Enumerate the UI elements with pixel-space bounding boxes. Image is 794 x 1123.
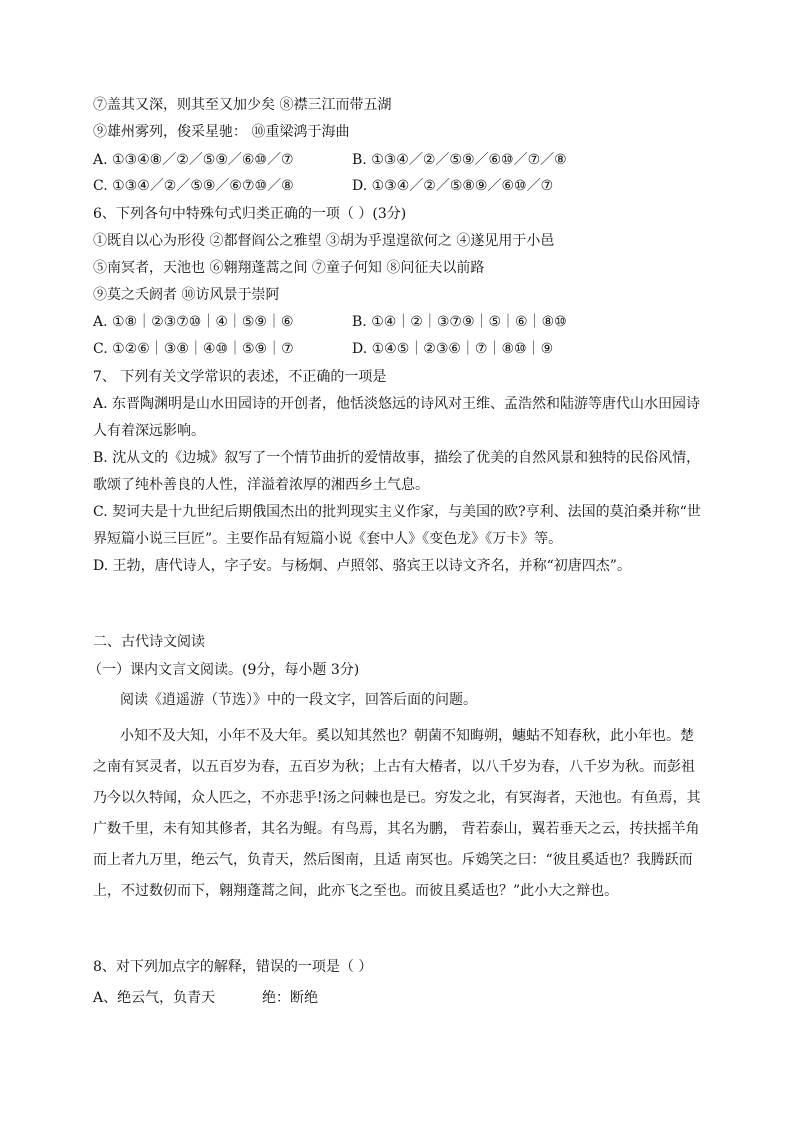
reading-instruction: 阅读《逍遥游（节选）》中的一段文字，回答后面的问题。 [120, 692, 477, 708]
q7-stem: 7、 下列有关文学常识的表述，不正确的一项是 [93, 369, 387, 385]
q5-options-row-1 [93, 150, 294, 170]
passage-line-4: 广数千里，未有知其修者，其名为鲲。有鸟焉，其名为鹏， 背若泰山，翼若垂天之云，抟扶摇羊角 [93, 821, 700, 837]
q8-option-a: A、绝云气，负青天 [93, 990, 216, 1006]
passage-line-3: 乃今以久特闻，众人匹之，不亦悲乎!汤之问棘也是已。穷发之北，有冥海者，天池也。有鱼焉，其 [93, 790, 701, 806]
passage-line-1: 小知不及大知，小年不及大年。奚以知其然也？朝菌不知晦朔，蟪蛄不知春秋，此小年也。楚 [120, 728, 694, 744]
q7-option-b-line-1: B. 沈从文的《边城》叙写了一个情节曲折的爱情故事，描绘了优美的自然风景和独特的民俗风情， [93, 450, 701, 466]
q5-option-b: B. ①③④／②／⑤⑨／⑥⑩／⑦／⑧ [352, 152, 567, 168]
q5-option-c: C. ①③④／②／⑤⑨／⑥⑦⑩／⑧ [93, 178, 294, 194]
q7-option-a-line-1: A. 东晋陶渊明是山水田园诗的开创者，他恬淡悠远的诗风对王维、孟浩然和陆游等唐代山水田园诗 [93, 396, 701, 412]
q7-option-a-line-2: 人有着深远影响。 [93, 423, 205, 439]
q5-item-line-2: ⑨雄州雾列，俊采星驰： ⑩重梁鸿于海曲 [93, 124, 350, 140]
q7-option-b-line-2: 歌颂了纯朴善良的人性，洋溢着浓厚的湘西乡土气息。 [93, 477, 429, 493]
passage-line-2: 之南有冥灵者，以五百岁为春，五百岁为秋；上古有大椿者，以八千岁为春，八千岁为秋。而彭祖 [93, 759, 695, 775]
q6-stem: 6、下列各句中特殊句式归类正确的一项（ ）(3分) [93, 206, 407, 222]
q8-stem: 8、对下列加点字的解释，错误的一项是（ ） [93, 959, 373, 975]
q6-option-b: B. ①④｜②｜③⑦⑨｜⑤｜⑥｜⑧⑩ [352, 314, 567, 330]
q7-option-c-line-1: C. 契诃夫是十九世纪后期俄国杰出的批判现实主义作家，与美国的欧?亨利、法国的莫泊桑并称“世 [93, 504, 701, 520]
q7-option-d-line-1: D. 王勃，唐代诗人，字子安。与杨炯、卢照邻、骆宾王以诗文齐名，并称“初唐四杰”。 [93, 558, 631, 574]
q5-option-d: D. ①③④／②／⑤⑧⑨／⑥⑩／⑦ [352, 178, 554, 194]
q8-option-a-note: 绝：断绝 [262, 990, 318, 1006]
passage-line-6: 上，不过数仞而下，翱翔蓬蒿之间，此亦飞之至也。而彼且奚适也？”此小大之辩也。 [93, 883, 619, 899]
q5-item-line-1: ⑦盖其又深，则其至又加少矣 ⑧襟三江而带五湖 [93, 97, 392, 113]
section-2-subtitle: （一）课内文言文阅读。(9分，每小题 3分) [88, 662, 360, 678]
q6-option-a: A. ①⑧｜②③⑦⑩｜④｜⑤⑨｜⑥ [93, 314, 294, 330]
passage-line-5: 而上者九万里，绝云气，负青天，然后图南，且适 南冥也。斥鴳笑之曰：“彼且奚适也？我腾跃而 [93, 852, 693, 868]
q5-option-a: A. ①③④⑧／②／⑤⑨／⑥⑩／⑦ [93, 152, 294, 168]
q6-option-c: C. ①②⑥｜③⑧｜④⑩｜⑤⑨｜⑦ [93, 341, 294, 357]
q6-item-line-2: ⑤南冥者，天池也 ⑥翱翔蓬蒿之间 ⑦童子何知 ⑧问征夫以前路 [93, 260, 485, 276]
section-2-title: 二、古代诗文阅读 [93, 634, 205, 650]
q6-option-d: D. ①④⑤｜②③⑥｜⑦｜⑧⑩｜⑨ [352, 341, 554, 357]
q6-item-line-3: ⑨莫之夭阏者 ⑩访风景于崇阿 [93, 287, 280, 303]
q7-option-c-line-2: 界短篇小说三巨匠”。主要作品有短篇小说《套中人》《变色龙》《万卡》等。 [93, 531, 563, 547]
q6-item-line-1: ①既自以心为形役 ②都督阎公之雅望 ③胡为乎遑遑欲何之 ④遂见用于小邑 [93, 233, 555, 249]
